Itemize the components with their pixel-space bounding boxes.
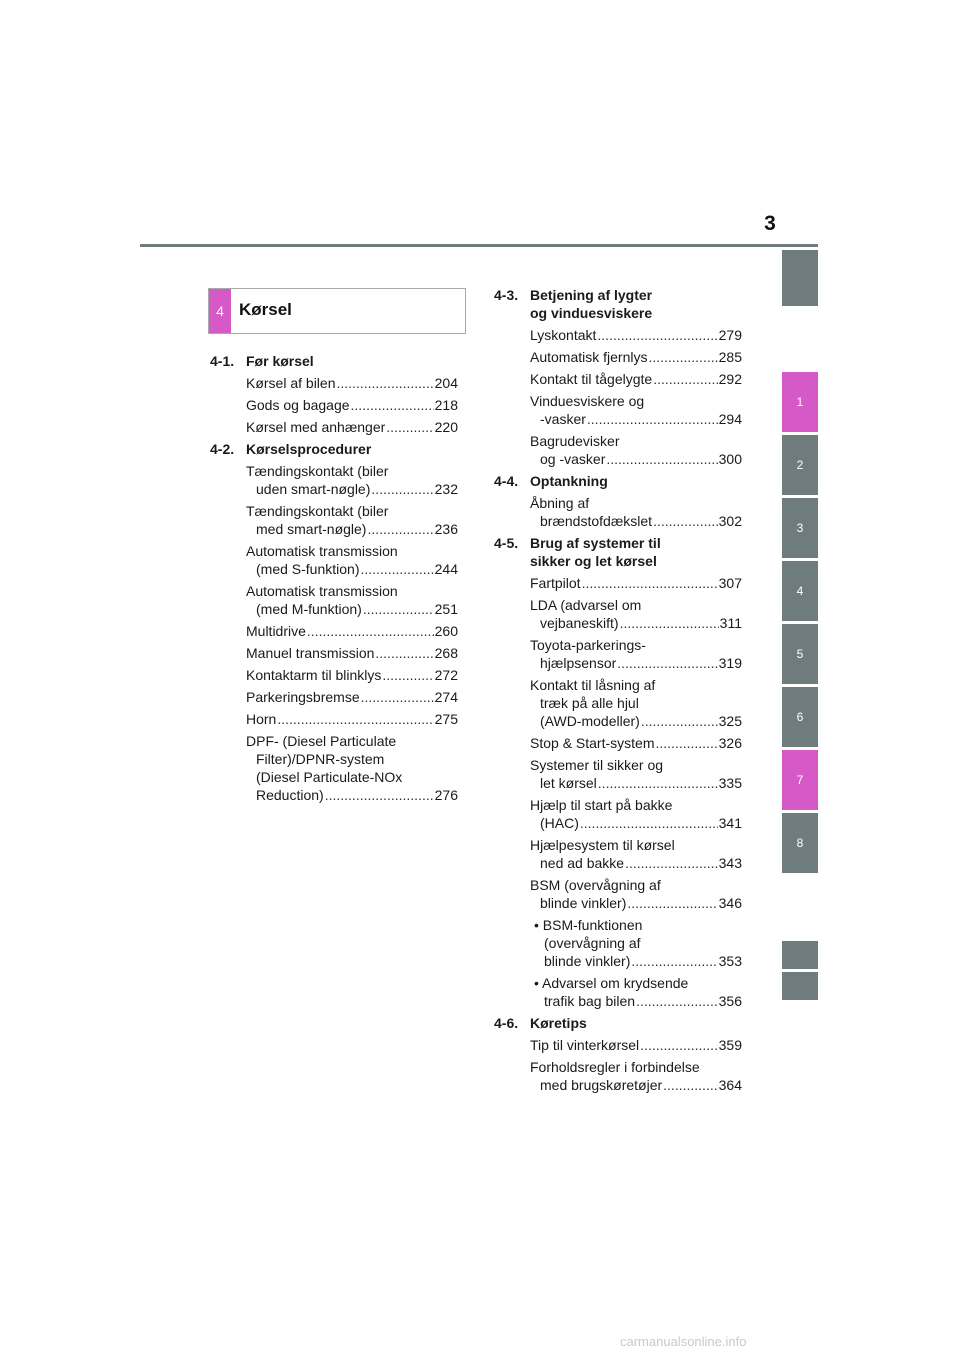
chapter-tab-8[interactable]: 8	[782, 813, 818, 873]
toc-entry[interactable]	[246, 462, 458, 498]
dot-leader	[386, 418, 433, 436]
toc-page-number: 364	[718, 1077, 742, 1093]
chapter-tab-1[interactable]: 1	[782, 372, 818, 432]
toc-entry-line: og -vasker	[540, 451, 606, 467]
toc-entry-line: uden smart-nøgle)	[256, 481, 371, 497]
toc-page-number: 326	[718, 735, 742, 751]
dot-leader	[653, 370, 717, 388]
chapter-tab-4[interactable]: 4	[782, 561, 818, 621]
toc-entry[interactable]	[530, 392, 742, 428]
toc-page-number: 251	[434, 601, 458, 617]
toc-heading-title	[246, 440, 458, 458]
dot-leader	[625, 854, 718, 872]
toc-page-number: 279	[718, 327, 742, 343]
toc-page-number: 236	[434, 521, 458, 537]
toc-entry-line: -vasker	[540, 411, 586, 427]
section-header	[208, 288, 466, 334]
dot-leader	[367, 520, 433, 538]
toc-entry[interactable]	[246, 418, 458, 436]
dot-leader	[587, 410, 718, 428]
toc-entry-line: • Advarsel om krydsende	[534, 975, 689, 991]
toc-entry[interactable]	[530, 836, 742, 872]
toc-heading-title-line: Brug af systemer til	[530, 535, 661, 551]
toc-page-number: 204	[434, 375, 458, 391]
toc-entry-line: Systemer til sikker og	[530, 757, 664, 773]
toc-entry-line: Gods og bagage	[246, 397, 350, 413]
dot-leader	[598, 774, 718, 792]
toc-page-number: 341	[718, 815, 742, 831]
toc-entry[interactable]	[246, 622, 458, 640]
toc-heading[interactable]	[494, 472, 742, 490]
toc-entry-line: Lyskontakt	[530, 327, 597, 343]
toc-entry[interactable]	[530, 574, 742, 592]
toc-heading-title-line: Før kørsel	[246, 353, 314, 369]
toc-entry[interactable]	[246, 666, 458, 684]
chapter-tab-3[interactable]: 3	[782, 498, 818, 558]
toc-entry-line: ned ad bakke	[540, 855, 625, 871]
toc-entry-line: Åbning af	[530, 495, 590, 511]
dot-leader	[653, 512, 718, 530]
dot-leader	[325, 786, 434, 804]
toc-entry-line: Toyota-parkerings-	[530, 637, 646, 653]
toc-entry-line: (med M-funktion)	[256, 601, 362, 617]
toc-page-number: 353	[718, 953, 742, 969]
dot-leader	[617, 654, 717, 672]
toc-group	[210, 440, 458, 804]
toc-entry[interactable]	[530, 796, 742, 832]
toc-heading-title-line: Betjening af lygter	[530, 287, 653, 303]
toc-heading-title-line: Optankning	[530, 473, 608, 489]
toc-page-number: 319	[718, 655, 742, 671]
toc-heading-number: 4-4.	[494, 473, 519, 489]
toc-entry-line: blinde vinkler)	[540, 895, 627, 911]
toc-page-number: 343	[718, 855, 742, 871]
toc-heading-number: 4-3.	[494, 287, 519, 303]
dot-leader	[361, 688, 434, 706]
toc-page-number: 268	[434, 645, 458, 661]
toc-entry-line: (Diesel Particulate-NOx	[256, 769, 403, 785]
toc-entry[interactable]	[530, 876, 742, 912]
toc-page-number: 300	[718, 451, 742, 467]
toc-entry-line: let kørsel	[540, 775, 597, 791]
toc-heading-title-line: Køretips	[530, 1015, 587, 1031]
dot-leader	[580, 814, 718, 832]
dot-leader	[597, 326, 717, 344]
toc-entry-line: vejbaneskift)	[540, 615, 619, 631]
toc-entry-line: Bagrudevisker	[530, 433, 620, 449]
toc-page-number: 272	[434, 667, 458, 683]
toc-entry[interactable]	[530, 432, 742, 468]
toc-heading-title-line: Kørselsprocedurer	[246, 441, 372, 457]
dot-leader	[663, 1076, 717, 1094]
toc-entry[interactable]	[246, 688, 458, 706]
toc-heading[interactable]	[494, 534, 742, 570]
toc-entry-line: Tændingskontakt (biler	[246, 503, 389, 519]
toc-entry[interactable]	[530, 676, 742, 730]
toc-entry-line: (AWD-modeller)	[540, 713, 640, 729]
toc-entry-line: Automatisk fjernlys	[530, 349, 648, 365]
dot-leader	[371, 480, 433, 498]
toc-entry-line: med smart-nøgle)	[256, 521, 367, 537]
toc-heading-title-line: sikker og let kørsel	[530, 553, 657, 569]
toc-page-number: 335	[718, 775, 742, 791]
toc-page-number: 346	[718, 895, 742, 911]
toc-entry-line: Hjælpesystem til kørsel	[530, 837, 675, 853]
toc-entry-line: brændstofdækslet	[540, 513, 653, 529]
toc-group	[494, 534, 742, 1010]
toc-entry[interactable]	[530, 636, 742, 672]
toc-entry[interactable]	[534, 916, 742, 970]
dot-leader	[648, 348, 717, 366]
toc-right-column	[494, 286, 742, 1098]
toc-page-number: 244	[434, 561, 458, 577]
dot-leader	[641, 712, 718, 730]
toc-entry-line: Kørsel med anhænger	[246, 419, 386, 435]
toc-entry-line: Kontakt til låsning af	[530, 677, 656, 693]
toc-entry[interactable]	[246, 542, 458, 578]
toc-page-number: 275	[434, 711, 458, 727]
toc-entry-line: Kontaktarm til blinklys	[246, 667, 382, 683]
dot-leader	[640, 1036, 717, 1054]
toc-entry[interactable]	[530, 348, 742, 366]
toc-entry-line: Horn	[246, 711, 277, 727]
toc-entry-line: Multidrive	[246, 623, 306, 639]
dot-leader	[655, 734, 717, 752]
toc-page-number: 285	[718, 349, 742, 365]
toc-heading[interactable]	[494, 286, 742, 322]
toc-entry-line: (HAC)	[540, 815, 579, 831]
toc-entry[interactable]	[530, 494, 742, 530]
toc-left-column	[210, 352, 458, 808]
toc-entry[interactable]	[530, 734, 742, 752]
dot-leader	[336, 374, 433, 392]
toc-heading-number: 4-6.	[494, 1015, 519, 1031]
chapter-tab-5[interactable]: 5	[782, 624, 818, 684]
toc-heading[interactable]	[210, 352, 458, 370]
dot-leader	[382, 666, 433, 684]
toc-entry-line: Hjælp til start på bakke	[530, 797, 673, 813]
toc-heading-title-line: og vinduesviskere	[530, 305, 653, 321]
toc-entry-line: Filter)/DPNR-system	[256, 751, 385, 767]
toc-entry-line: Automatisk transmission	[246, 543, 398, 559]
toc-entry[interactable]	[530, 326, 742, 344]
toc-entry-line: træk på alle hjul	[540, 695, 639, 711]
toc-group	[210, 352, 458, 436]
toc-heading-number: 4-1.	[210, 353, 235, 369]
toc-entry-line: med brugskøretøjer	[540, 1077, 663, 1093]
toc-group	[494, 1014, 742, 1094]
toc-page-number: 260	[434, 623, 458, 639]
toc-entry[interactable]	[530, 1058, 742, 1094]
toc-heading-title	[246, 352, 458, 370]
toc-entry-line: Vinduesviskere og	[530, 393, 645, 409]
toc-entry-line: Parkeringsbremse	[246, 689, 360, 705]
toc-entry[interactable]	[246, 710, 458, 728]
chapter-tab-blank[interactable]	[782, 972, 818, 1000]
dot-leader	[606, 450, 717, 468]
toc-group	[494, 472, 742, 530]
toc-heading-title	[530, 534, 742, 570]
toc-entry-line: Manuel transmission	[246, 645, 375, 661]
chapter-tab-blank[interactable]	[782, 250, 818, 306]
toc-page-number: 311	[719, 615, 742, 631]
dot-leader	[375, 644, 433, 662]
watermark: carmanualsonline.info	[620, 1334, 747, 1349]
chapter-tab-7[interactable]: 7	[782, 750, 818, 810]
dot-leader	[351, 396, 434, 414]
section-number: 4	[209, 289, 231, 333]
dot-leader	[582, 574, 718, 592]
toc-page-number: 307	[718, 575, 742, 591]
dot-leader	[363, 600, 434, 618]
toc-entry-line: Kontakt til tågelygte	[530, 371, 653, 387]
toc-heading[interactable]	[210, 440, 458, 458]
dot-leader	[277, 710, 433, 728]
dot-leader	[627, 894, 717, 912]
toc-entry-line: BSM (overvågning af	[530, 877, 661, 893]
toc-heading[interactable]	[494, 1014, 742, 1032]
toc-entry-line: DPF- (Diesel Particulate	[246, 733, 397, 749]
toc-entry-line: Fartpilot	[530, 575, 581, 591]
toc-entry-line: hjælpsensor	[540, 655, 617, 671]
toc-entry-line: Automatisk transmission	[246, 583, 398, 599]
toc-entry[interactable]	[530, 1036, 742, 1054]
toc-entry-line: Tændingskontakt (biler	[246, 463, 389, 479]
toc-heading-number: 4-2.	[210, 441, 235, 457]
toc-entry-line: blinde vinkler)	[544, 953, 631, 969]
toc-entry-line: Forholdsregler i forbindelse	[530, 1059, 700, 1075]
toc-heading-title	[530, 286, 742, 322]
toc-entry-line: • BSM-funktionen	[534, 917, 643, 933]
chapter-tabs	[782, 0, 818, 1358]
toc-page-number: 292	[718, 371, 742, 387]
toc-entry-line: (overvågning af	[544, 935, 641, 951]
toc-entry[interactable]	[246, 732, 458, 804]
dot-leader	[307, 622, 434, 640]
toc-entry[interactable]	[246, 644, 458, 662]
dot-leader	[631, 952, 717, 970]
toc-page-number: 218	[434, 397, 458, 413]
toc-heading-title	[530, 1014, 742, 1032]
toc-entry[interactable]	[530, 756, 742, 792]
toc-page-number: 274	[434, 689, 458, 705]
dot-leader	[620, 614, 719, 632]
toc-page-number: 294	[718, 411, 742, 427]
toc-entry-line: Tip til vinterkørsel	[530, 1037, 640, 1053]
toc-entry[interactable]	[246, 582, 458, 618]
toc-entry[interactable]	[246, 374, 458, 392]
toc-page-number: 359	[718, 1037, 742, 1053]
toc-page-number: 276	[434, 787, 458, 803]
toc-entry-line: Kørsel af bilen	[246, 375, 336, 391]
dot-leader	[360, 560, 433, 578]
toc-heading-number: 4-5.	[494, 535, 519, 551]
chapter-tab-blank[interactable]	[782, 941, 818, 969]
toc-entry-line: trafik bag bilen	[544, 993, 636, 1009]
toc-entry-line: Reduction)	[256, 787, 324, 803]
toc-page-number: 232	[434, 481, 458, 497]
toc-page-number: 325	[718, 713, 742, 729]
toc-entry[interactable]	[530, 596, 742, 632]
toc-group	[494, 286, 742, 468]
toc-entry[interactable]	[534, 974, 742, 1010]
toc-entry-line: (med S-funktion)	[256, 561, 360, 577]
toc-heading-title	[530, 472, 742, 490]
page-number: 3	[764, 212, 776, 235]
toc-page-number: 220	[434, 419, 458, 435]
header-rule	[140, 244, 818, 247]
chapter-tab-6[interactable]: 6	[782, 687, 818, 747]
section-title: Kørsel	[239, 300, 292, 319]
toc-entry-line: Stop & Start-system	[530, 735, 655, 751]
dot-leader	[636, 992, 718, 1010]
toc-page-number: 356	[718, 993, 742, 1009]
toc-entry[interactable]	[246, 502, 458, 538]
toc-page-number: 302	[718, 513, 742, 529]
toc-entry[interactable]	[246, 396, 458, 414]
toc-entry-line: LDA (advarsel om	[530, 597, 642, 613]
chapter-tab-2[interactable]: 2	[782, 435, 818, 495]
toc-entry[interactable]	[530, 370, 742, 388]
